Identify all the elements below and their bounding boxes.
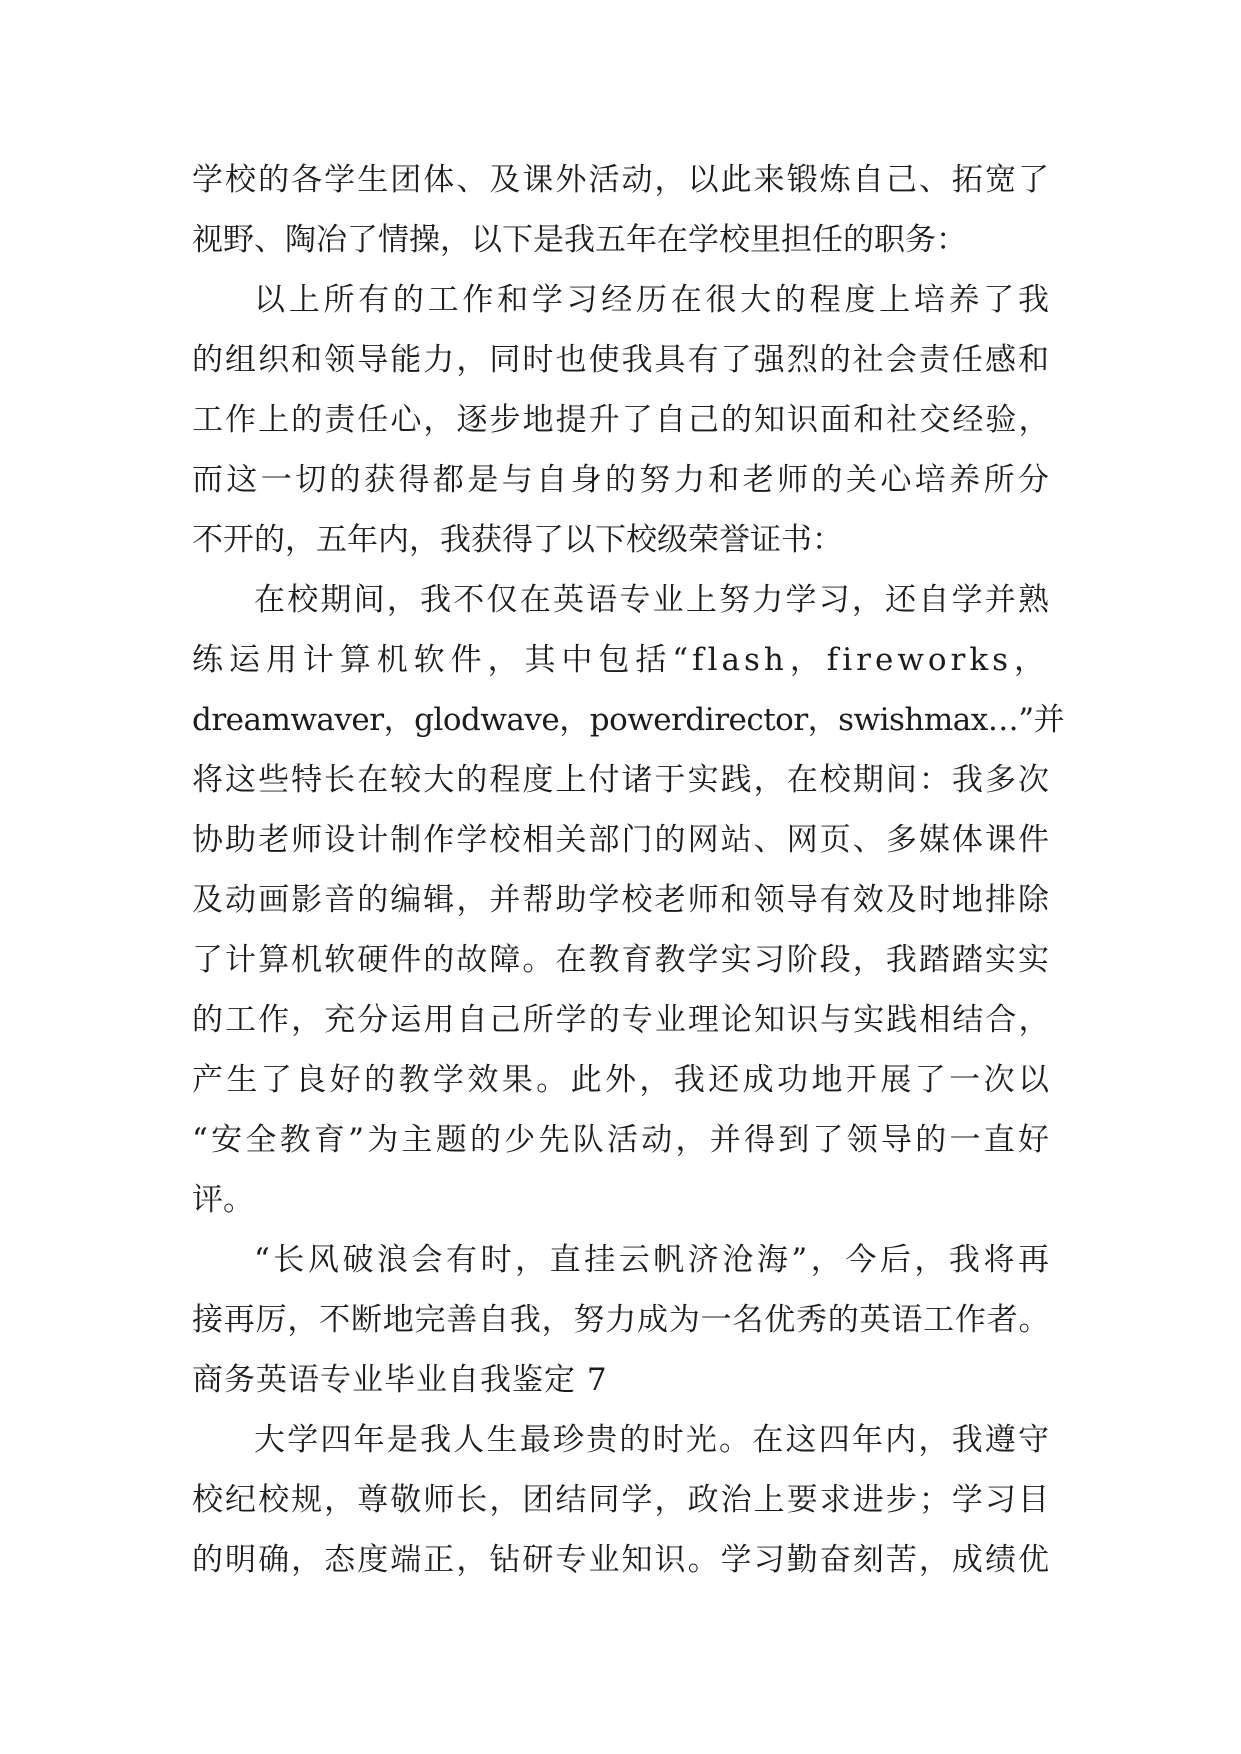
text-line: 评。 bbox=[192, 1182, 254, 1218]
text-line: 工作上的责任心，逐步地提升了自己的知识面和社交经验， bbox=[192, 402, 1049, 438]
text-line: 协助老师设计制作学校相关部门的网站、网页、多媒体课件 bbox=[192, 822, 1049, 858]
paragraph-first-line: 在校期间，我不仅在英语专业上努力学习，还自学并熟 bbox=[254, 582, 1049, 618]
text-line: 的明确，态度端正，钻研专业知识。学习勤奋刻苦，成绩优 bbox=[192, 1542, 1049, 1578]
paragraph-first-line: 大学四年是我人生最珍贵的时光。在这四年内，我遵守 bbox=[254, 1422, 1049, 1458]
text-line: 学校的各学生团体、及课外活动，以此来锻炼自己、拓宽了 bbox=[192, 162, 1049, 198]
text-line: 的工作，充分运用自己所学的专业理论知识与实践相结合， bbox=[192, 1002, 1049, 1038]
text-line: 练运用计算机软件，其中包括“flash，fireworks， bbox=[192, 642, 1049, 678]
text-line: 产生了良好的教学效果。此外，我还成功地开展了一次以 bbox=[192, 1062, 1049, 1098]
text-line: 不开的，五年内，我获得了以下校级荣誉证书： bbox=[192, 522, 843, 558]
document-body bbox=[192, 150, 1065, 1590]
text-line: 及动画影音的编辑，并帮助学校老师和领导有效及时地排除 bbox=[192, 882, 1049, 918]
text-line: 视野、陶冶了情操，以下是我五年在学校里担任的职务： bbox=[192, 222, 967, 258]
section-heading: 商务英语专业毕业自我鉴定 7 bbox=[192, 1362, 608, 1398]
text-line: “安全教育”为主题的少先队活动，并得到了领导的一直好 bbox=[192, 1122, 1049, 1158]
paragraph-first-line: “长风破浪会有时，直挂云帆济沧海”，今后，我将再 bbox=[254, 1242, 1049, 1278]
text-line: 的组织和领导能力，同时也使我具有了强烈的社会责任感和 bbox=[192, 342, 1049, 378]
paragraph-first-line: 以上所有的工作和学习经历在很大的程度上培养了我 bbox=[254, 282, 1049, 318]
text-line: 接再厉，不断地完善自我，努力成为一名优秀的英语工作者。 bbox=[192, 1302, 1049, 1338]
text-line: 了计算机软硬件的故障。在教育教学实习阶段，我踏踏实实 bbox=[192, 942, 1049, 978]
text-line: 而这一切的获得都是与自身的努力和老师的关心培养所分 bbox=[192, 462, 1049, 498]
text-line: 校纪校规，尊敬师长，团结同学，政治上要求进步；学习目 bbox=[192, 1482, 1049, 1518]
text-line: dreamwaver，glodwave，powerdirector，swishmax…”并 bbox=[192, 702, 1065, 738]
text-line: 将这些特长在较大的程度上付诸于实践，在校期间：我多次 bbox=[192, 762, 1049, 798]
